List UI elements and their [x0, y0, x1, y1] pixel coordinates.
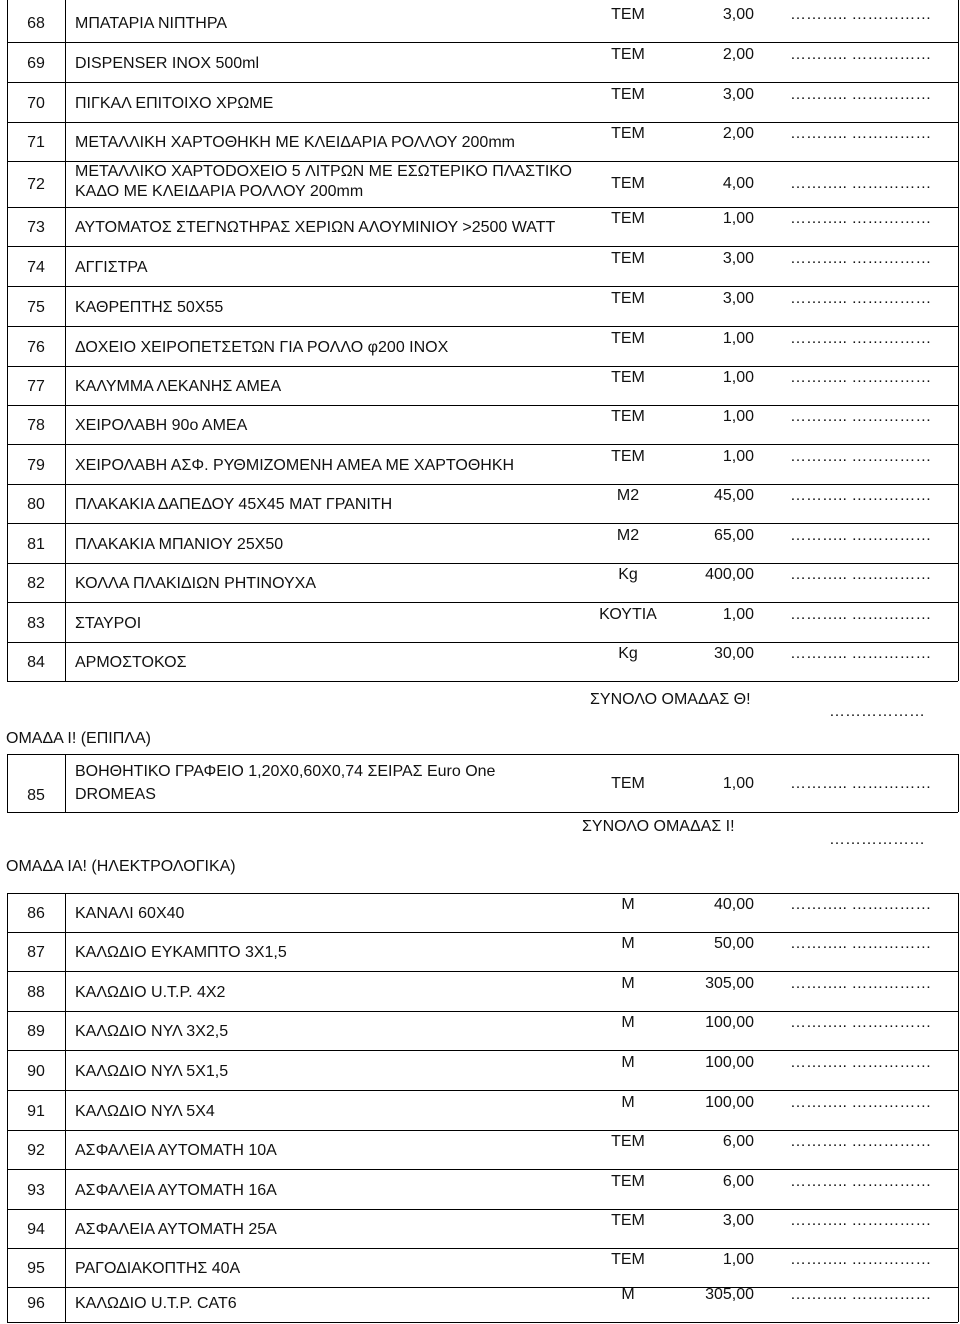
row-quantity: 3,00 [722, 1212, 754, 1229]
table-rule [7, 246, 958, 247]
row-dots: ……….. …………… [790, 448, 932, 465]
row-quantity: 400,00 [705, 566, 754, 583]
row-description: ΧΕΙΡΟΛΑΒΗ 90ο ΑΜΕΑ [75, 417, 248, 434]
row-unit: Μ [621, 1054, 635, 1071]
row-dots: ……….. …………… [790, 1251, 932, 1268]
row-quantity: 45,00 [713, 487, 754, 504]
row-description: ΚΑΛΩΔΙΟ ΝΥΛ 5Χ4 [75, 1103, 215, 1120]
row-quantity: 6,00 [722, 1133, 754, 1150]
group-heading-ia: ΟΜΑΔΑ ΙΑ! (ΗΛΕΚΤΡΟΛΟΓΙΚΑ) [6, 858, 236, 875]
table-rule [7, 1322, 958, 1323]
row-dots: ……….. …………… [790, 527, 932, 544]
table-rule [7, 1130, 958, 1131]
row-number: 68 [27, 15, 45, 32]
table-rule [7, 1209, 958, 1210]
column-rule [65, 754, 66, 812]
table-rule [7, 681, 958, 682]
column-rule [7, 754, 8, 812]
table-rule [7, 1169, 958, 1170]
row-quantity: 30,00 [713, 645, 754, 662]
row-dots: ……….. …………… [790, 775, 932, 792]
row-dots: ……….. …………… [790, 210, 932, 227]
row-dots: ……….. …………… [790, 6, 932, 23]
table-rule [7, 326, 958, 327]
table-rule [7, 812, 958, 813]
row-number: 71 [27, 134, 45, 151]
column-rule [958, 893, 959, 1322]
row-dots: ……….. …………… [790, 645, 932, 662]
column-rule [65, 0, 66, 681]
row-unit: ΤΕΜ [611, 408, 645, 425]
row-quantity: 1,00 [722, 775, 754, 792]
row-description: ΚΑΛΥΜΜΑ ΛΕΚΑΝΗΣ ΑΜΕΑ [75, 378, 282, 395]
row-number: 75 [27, 299, 45, 316]
total-label-i: ΣΥΝΟΛΟ ΟΜΑΔΑΣ Ι! [582, 818, 735, 835]
row-unit: ΤΕΜ [611, 250, 645, 267]
row-dots: ……….. …………… [790, 86, 932, 103]
row-number: 70 [27, 95, 45, 112]
row-quantity: 40,00 [713, 896, 754, 913]
row-number: 93 [27, 1182, 45, 1199]
row-number: 74 [27, 259, 45, 276]
table-rule [7, 161, 958, 162]
column-rule [7, 893, 8, 1322]
row-description: ΚΟΛΛΑ ΠΛΑΚΙΔΙΩΝ ΡΗΤΙΝΟΥΧΑ [75, 575, 317, 592]
row-unit: ΤΕΜ [611, 125, 645, 142]
row-quantity: 100,00 [705, 1094, 754, 1111]
row-quantity: 1,00 [722, 210, 754, 227]
row-unit: ΤΕΜ [611, 175, 645, 192]
row-unit: ΤΕΜ [611, 290, 645, 307]
row-quantity: 3,00 [722, 290, 754, 307]
row-description: ΑΣΦΑΛΕΙΑ ΑΥΤΟΜΑΤΗ 10Α [75, 1142, 277, 1159]
row-unit: Kg [618, 566, 638, 583]
row-description: ΚΑΔΟ ΜΕ ΚΛΕΙΔΑΡΙΑ ΡΟΛΛΟΥ 200mm [75, 183, 364, 200]
row-dots: ……….. …………… [790, 896, 932, 913]
table-rule [7, 366, 958, 367]
row-number: 90 [27, 1063, 45, 1080]
row-number: 80 [27, 496, 45, 513]
row-unit: Μ [621, 975, 635, 992]
column-rule [958, 754, 959, 812]
row-unit: ΤΕΜ [611, 1251, 645, 1268]
row-number: 85 [27, 787, 45, 804]
row-description: ΒΟΗΘΗΤΙΚΟ ΓΡΑΦΕΙΟ 1,20Χ0,60Χ0,74 ΣΕΙΡΑΣ Euro One [75, 763, 496, 780]
row-unit: ΤΕΜ [611, 1173, 645, 1190]
row-number: 89 [27, 1023, 45, 1040]
row-description: ΣΤΑΥΡΟΙ [75, 615, 142, 632]
column-rule [958, 0, 959, 681]
table-rule [7, 405, 958, 406]
row-unit: Μ [621, 896, 635, 913]
table-rule [7, 286, 958, 287]
row-dots: ……….. …………… [790, 369, 932, 386]
row-quantity: 305,00 [705, 975, 754, 992]
row-unit: Μ [621, 1286, 635, 1303]
row-unit: ΤΕΜ [611, 330, 645, 347]
table-rule [7, 122, 958, 123]
row-unit: Μ [621, 935, 635, 952]
row-dots: ……….. …………… [790, 1094, 932, 1111]
row-quantity: 100,00 [705, 1014, 754, 1031]
row-quantity: 4,00 [722, 175, 754, 192]
row-unit: ΤΕΜ [611, 86, 645, 103]
row-dots: ……….. …………… [790, 1212, 932, 1229]
row-dots: ……….. …………… [790, 290, 932, 307]
row-description: ΑΣΦΑΛΕΙΑ ΑΥΤΟΜΑΤΗ 25Α [75, 1221, 277, 1238]
row-description: ΚΑΛΩΔΙΟ U.T.P. CAT6 [75, 1295, 237, 1312]
row-description: ΠΛΑΚΑΚΙΑ ΔΑΠΕΔΟΥ 45Χ45 ΜΑΤ ΓΡΑΝΙΤΗ [75, 496, 393, 513]
row-unit: ΤΕΜ [611, 775, 645, 792]
table-rule [7, 754, 958, 755]
row-number: 82 [27, 575, 45, 592]
row-dots: ……….. …………… [790, 330, 932, 347]
table-rule [7, 42, 958, 43]
row-unit: ΤΕΜ [611, 448, 645, 465]
row-description: DROMEAS [75, 786, 156, 803]
row-quantity: 305,00 [705, 1286, 754, 1303]
row-number: 81 [27, 536, 45, 553]
row-dots: ……….. …………… [790, 606, 932, 623]
table-rule [7, 484, 958, 485]
row-number: 73 [27, 219, 45, 236]
total-dots-theta: ……………… [829, 703, 925, 720]
row-unit: ΚΟΥΤΙΑ [599, 606, 657, 623]
row-unit: ΤΕΜ [611, 1133, 645, 1150]
row-number: 87 [27, 944, 45, 961]
row-quantity: 1,00 [722, 330, 754, 347]
table-rule [7, 563, 958, 564]
table-rule [7, 971, 958, 972]
row-number: 84 [27, 654, 45, 671]
table-rule [7, 82, 958, 83]
row-description: ΚΑΛΩΔΙΟ ΝΥΛ 3Χ2,5 [75, 1023, 229, 1040]
table-rule [7, 1050, 958, 1051]
column-rule [65, 893, 66, 1322]
row-quantity: 2,00 [722, 46, 754, 63]
row-description: ΑΥΤΟΜΑΤΟΣ ΣΤΕΓΝΩΤΗΡΑΣ ΧΕΡΙΩΝ ΑΛΟΥΜΙΝΙΟΥ >2500 WATT [75, 219, 556, 236]
table-rule [7, 893, 958, 894]
row-quantity: 6,00 [722, 1173, 754, 1190]
row-number: 83 [27, 615, 45, 632]
row-number: 78 [27, 417, 45, 434]
row-quantity: 3,00 [722, 250, 754, 267]
row-dots: ……….. …………… [790, 1054, 932, 1071]
row-description: ΠΛΑΚΑΚΙΑ ΜΠΑΝΙΟΥ 25Χ50 [75, 536, 284, 553]
group-heading-i: ΟΜΑΔΑ Ι! (ΕΠΙΠΛΑ) [6, 730, 151, 747]
row-dots: ……….. …………… [790, 487, 932, 504]
row-quantity: 3,00 [722, 86, 754, 103]
row-number: 88 [27, 984, 45, 1001]
table-rule [7, 444, 958, 445]
row-dots: ……….. …………… [790, 1133, 932, 1150]
row-number: 76 [27, 339, 45, 356]
row-unit: Kg [618, 645, 638, 662]
column-rule [7, 0, 8, 681]
row-unit: Μ [621, 1094, 635, 1111]
row-number: 72 [27, 176, 45, 193]
row-number: 69 [27, 55, 45, 72]
row-unit: ΤΕΜ [611, 6, 645, 23]
table-rule [7, 1248, 958, 1249]
row-description: ΑΣΦΑΛΕΙΑ ΑΥΤΟΜΑΤΗ 16Α [75, 1182, 277, 1199]
row-number: 77 [27, 378, 45, 395]
row-dots: ……….. …………… [790, 1286, 932, 1303]
table-rule [7, 642, 958, 643]
row-dots: ……….. …………… [790, 1173, 932, 1190]
row-dots: ……….. …………… [790, 566, 932, 583]
row-number: 96 [27, 1295, 45, 1312]
row-quantity: 100,00 [705, 1054, 754, 1071]
row-dots: ……….. …………… [790, 250, 932, 267]
row-dots: ……….. …………… [790, 125, 932, 142]
table-rule [7, 932, 958, 933]
table-rule [7, 602, 958, 603]
row-description: ΑΡΜΟΣΤΟΚΟΣ [75, 654, 187, 671]
table-rule [7, 523, 958, 524]
row-description: ΠΙΓΚΑΛ ΕΠΙΤΟΙΧΟ ΧΡΩΜΕ [75, 95, 274, 112]
row-quantity: 1,00 [722, 408, 754, 425]
row-unit: Μ2 [616, 487, 640, 504]
row-quantity: 1,00 [722, 606, 754, 623]
row-description: ΜΕΤΑΛΛΙΚΗ ΧΑΡΤΟΘΗΚΗ ΜΕ ΚΛΕΙΔΑΡΙΑ ΡΟΛΛΟΥ 200mm [75, 134, 515, 151]
row-unit: ΤΕΜ [611, 46, 645, 63]
row-dots: ……….. …………… [790, 46, 932, 63]
total-label-theta: ΣΥΝΟΛΟ ΟΜΑΔΑΣ Θ! [590, 691, 751, 708]
row-dots: ……….. …………… [790, 175, 932, 192]
row-description: ΚΑΛΩΔΙΟ U.T.P. 4X2 [75, 984, 226, 1001]
row-description: ΚΑΛΩΔΙΟ ΕΥΚΑΜΠΤΟ 3Χ1,5 [75, 944, 287, 961]
row-number: 95 [27, 1260, 45, 1277]
row-number: 86 [27, 905, 45, 922]
row-quantity: 2,00 [722, 125, 754, 142]
row-dots: ……….. …………… [790, 935, 932, 952]
row-description: ΜΕΤΑΛΛΙΚΟ ΧΑΡΤΟDOXEIO 5 ΛΙΤΡΩΝ ΜΕ ΕΣΩΤΕΡΙΚΟ ΠΛΑΣΤΙΚΟ [75, 163, 572, 180]
row-description: ΡΑΓΟΔΙΑΚΟΠΤΗΣ 40Α [75, 1260, 241, 1277]
row-description: ΔΟΧΕΙΟ ΧΕΙΡΟΠΕΤΣΕΤΩΝ ΓΙΑ ΡΟΛΛΟ φ200 ΙΝΟΧ [75, 339, 449, 356]
row-number: 79 [27, 457, 45, 474]
row-description: ΚΑΛΩΔΙΟ ΝΥΛ 5Χ1,5 [75, 1063, 229, 1080]
row-description: ΚΑΘΡΕΠΤΗΣ 50Χ55 [75, 299, 224, 316]
row-description: ΧΕΙΡΟΛΑΒΗ ΑΣΦ. ΡΥΘΜΙΖΟΜΕΝΗ ΑΜΕΑ ΜΕ ΧΑΡΤΟΘΗΚΗ [75, 457, 515, 474]
table-rule [7, 1011, 958, 1012]
row-quantity: 65,00 [713, 527, 754, 544]
row-dots: ……….. …………… [790, 975, 932, 992]
row-unit: Μ2 [616, 527, 640, 544]
total-dots-i: ……………… [829, 831, 925, 848]
row-unit: ΤΕΜ [611, 1212, 645, 1229]
row-description: ΑΓΓΙΣΤΡΑ [75, 259, 148, 276]
row-quantity: 1,00 [722, 369, 754, 386]
row-quantity: 3,00 [722, 6, 754, 23]
row-number: 91 [27, 1103, 45, 1120]
row-quantity: 1,00 [722, 448, 754, 465]
row-description: ΜΠΑΤΑΡΙΑ ΝΙΠΤΗΡΑ [75, 15, 228, 32]
row-number: 94 [27, 1221, 45, 1238]
row-description: ΚΑΝΑΛΙ 60Χ40 [75, 905, 185, 922]
table-rule [7, 207, 958, 208]
table-rule [7, 1090, 958, 1091]
row-unit: Μ [621, 1014, 635, 1031]
row-dots: ……….. …………… [790, 1014, 932, 1031]
row-quantity: 50,00 [713, 935, 754, 952]
row-description: DISPENSER INOX 500ml [75, 55, 260, 72]
row-unit: ΤΕΜ [611, 210, 645, 227]
row-dots: ……….. …………… [790, 408, 932, 425]
row-quantity: 1,00 [722, 1251, 754, 1268]
row-unit: ΤΕΜ [611, 369, 645, 386]
row-number: 92 [27, 1142, 45, 1159]
